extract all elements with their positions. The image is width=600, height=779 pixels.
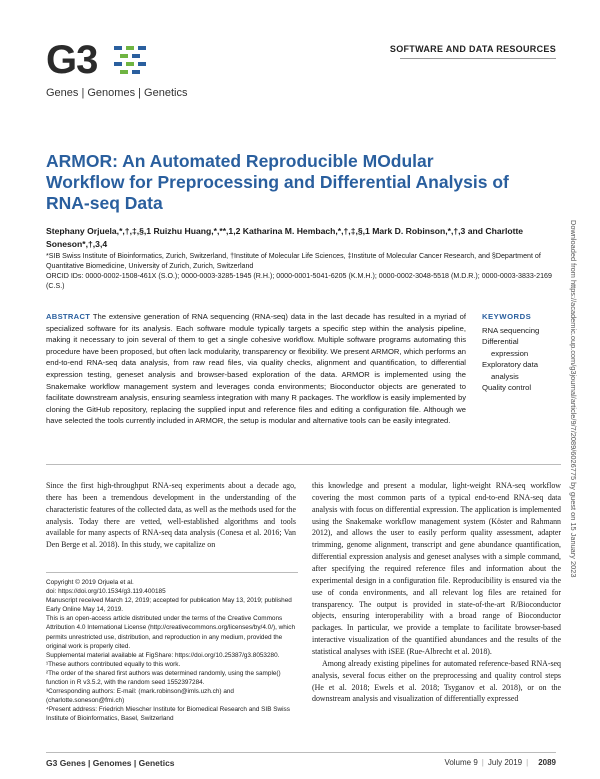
affiliations: *SIB Swiss Institute of Bioinformatics, Zurich, Switzerland, †Institute of Molecular Life Sciences, ‡Institute of Molecular Cancer Research, and §Department of Quantitative Biomedicine, University of Zurich, Zurich, Switzerland [46, 252, 541, 271]
header-rule [400, 58, 556, 59]
article-notes [46, 572, 298, 724]
note-license: This is an open-access article distributed under the terms of the Creative Commons Attribution 4.0 International License (http://creativecommons.org/licenses/by/4.0/), which permits unrestricted use, distribution, and reproduction in any medium, provided the original work is properly cited. [46, 615, 296, 650]
keyword: expression [491, 348, 529, 358]
footer-volume: Volume 9 [444, 758, 478, 767]
keyword: analysis [491, 371, 519, 381]
note-equal-contribution: ¹These authors contributed equally to this work. [46, 660, 181, 668]
footer-rule [46, 752, 556, 753]
orcid-ids: ORCID IDs: 0000-0002-1508-461X (S.O.); 0000-0003-3285-1945 (R.H.); 0000-0001-5041-6205 (K.M.H.); 0000-0002-3048-5518 (M.D.R.); 0000-0003-3833-2169 (C.S.) [46, 272, 552, 291]
note-supplement: Supplemental material available at FigShare: https://doi.org/10.25387/g3.8053280. [46, 651, 280, 659]
download-watermark [566, 220, 580, 630]
journal-subtitle: Genes | Genomes | Genetics [46, 87, 188, 99]
footer-date: July 2019 [487, 758, 523, 767]
body-column-left: Since the first high-throughput RNA-seq experiments about a decade ago, there has been a tremendous development in the understanding of the characteristic features of the collected data, as well as the methods used for the analysis. Today there are vetted, well-established algorithms and tools available for many aspects of RNA-seq data analysis (Conesa et al. 2016; Van Den Berge et al. 2018). In this study, we capitalize on [46, 481, 296, 550]
page-number: 2089 [538, 758, 556, 767]
keyword: Exploratory data [482, 360, 538, 370]
note-doi-link[interactable]: doi: https://doi.org/10.1534/g3.119.400185 [46, 588, 166, 596]
body-paragraph: this knowledge and present a modular, light-weight RNA-seq workflow covering the most common parts of a typical end-to-end RNA-seq data analysis with focus on differential expression. The application is implemented using the Snakemake workflow management system (Köster and Rahmann 2012), and allows the user to easily perform quality assessment, adapter trimming, genome alignment, transcript and gene abundance quantification, differential expression analysis and geneset analyses with a simple command, after specifying the required reference files and information about the experimental design in a configuration file. Reproducibility is ensured via the use of conda environments, and all relevant log files are retained for transparency. The output is provided in state-of-the-art R/Bioconductor objects, ensuring interoperability with a broad range of Bioconductor packages. In particular, we provide a template to facilitate browser-based interactive visualization of the quantified abundances and the results of the statistical analyses with iSEE (Rue-Albrecht et al. 2018). [312, 481, 561, 657]
note-author-order: ²The order of the shared first authors was determined randomly, using the sample() function in R v3.5.2, with the random seed 1552397284. [46, 669, 281, 687]
download-note: Downloaded from https://academic.oup.com/g3journal/article/9/7/2089/6026775 by guest on 15 January 2023 [569, 220, 578, 578]
note-present-address: ⁴Present address: Friedrich Miescher Institute for Biomedical Research and SIB Swiss Institute of Bioinformatics, Basel, Switzerland [46, 706, 290, 723]
author-list: Stephany Orjuela,*,†,‡,§,1 Ruizhu Huang,*,**,1,2 Katharina M. Hembach,*,†,‡,§,1 Mark D. Robinson,*,†,3 and Charlotte Soneson*,†,3,4 [46, 226, 524, 250]
section-divider [46, 464, 561, 465]
article-title: ARMOR: An Automated Reproducible MOdular Workflow for Preprocessing and Differential Analysis of RNA-seq Data [46, 151, 509, 213]
body-paragraph: Among already existing pipelines for automated reference-based RNA-seq analysis, several focus either on the preprocessing and quality control steps (He et al. 2018; Ewels et al. 2018; Tsyganov et al. 2018), or on the downstream analysis and visualization of differentially expressed [312, 658, 561, 704]
footer-info: Volume 9 | July 2019 | 2089 [444, 758, 556, 767]
keywords-label: KEYWORDS [482, 312, 532, 321]
footer-journal: G3 Genes | Genomes | Genetics [46, 758, 175, 768]
body-column-right [312, 480, 561, 705]
abstract-text: The extensive generation of RNA sequencing (RNA-seq) data in the last decade has resulted in a myriad of specialized software for its analysis. Each software module typically targets a specific step within the analysis pipeline, making it necessary to join several of them to get a single cohesive workflow. Multiple software programs automating this procedure have been proposed, but often lack modularity, transparency or flexibility. We present ARMOR, which performs an end-to-end RNA-seq data analysis, from raw read files, via quality checks, alignment and quantification, to differential expression testing, geneset analysis and browser-based exploration of the data. ARMOR is implemented using the Snakemake workflow management system and leverages conda environments; Bioconductor objects are generated to facilitate downstream analysis, ensuring seamless integration with many R packages. The workflow is easily implemented by cloning the GitHub repository, replacing the supplied input and reference files and editing a configuration file. Although we have selected the tools currently included in ARMOR, the setup is modular and alternative tools can be easily integrated. [46, 312, 466, 426]
keyword: Differential [482, 337, 519, 347]
keyword: RNA sequencing [482, 325, 540, 335]
abstract-label: ABSTRACT [46, 312, 91, 321]
note-copyright: Copyright © 2019 Orjuela et al. [46, 579, 134, 586]
note-corresponding: ³Corresponding authors: E-mail: (mark.robinson@imls.uzh.ch) and (charlotte.soneson@fmi.ch) [46, 688, 234, 705]
journal-logo: G3 [46, 38, 98, 82]
note-dates: Manuscript received March 12, 2019; accepted for publication May 13, 2019; published Early Online May 14, 2019. [46, 597, 292, 614]
logo-stripes-icon [114, 46, 152, 80]
section-label: SOFTWARE AND DATA RESOURCES [389, 44, 556, 54]
keywords-box [482, 311, 562, 394]
abstract [46, 311, 466, 427]
keyword: Quality control [482, 383, 532, 393]
